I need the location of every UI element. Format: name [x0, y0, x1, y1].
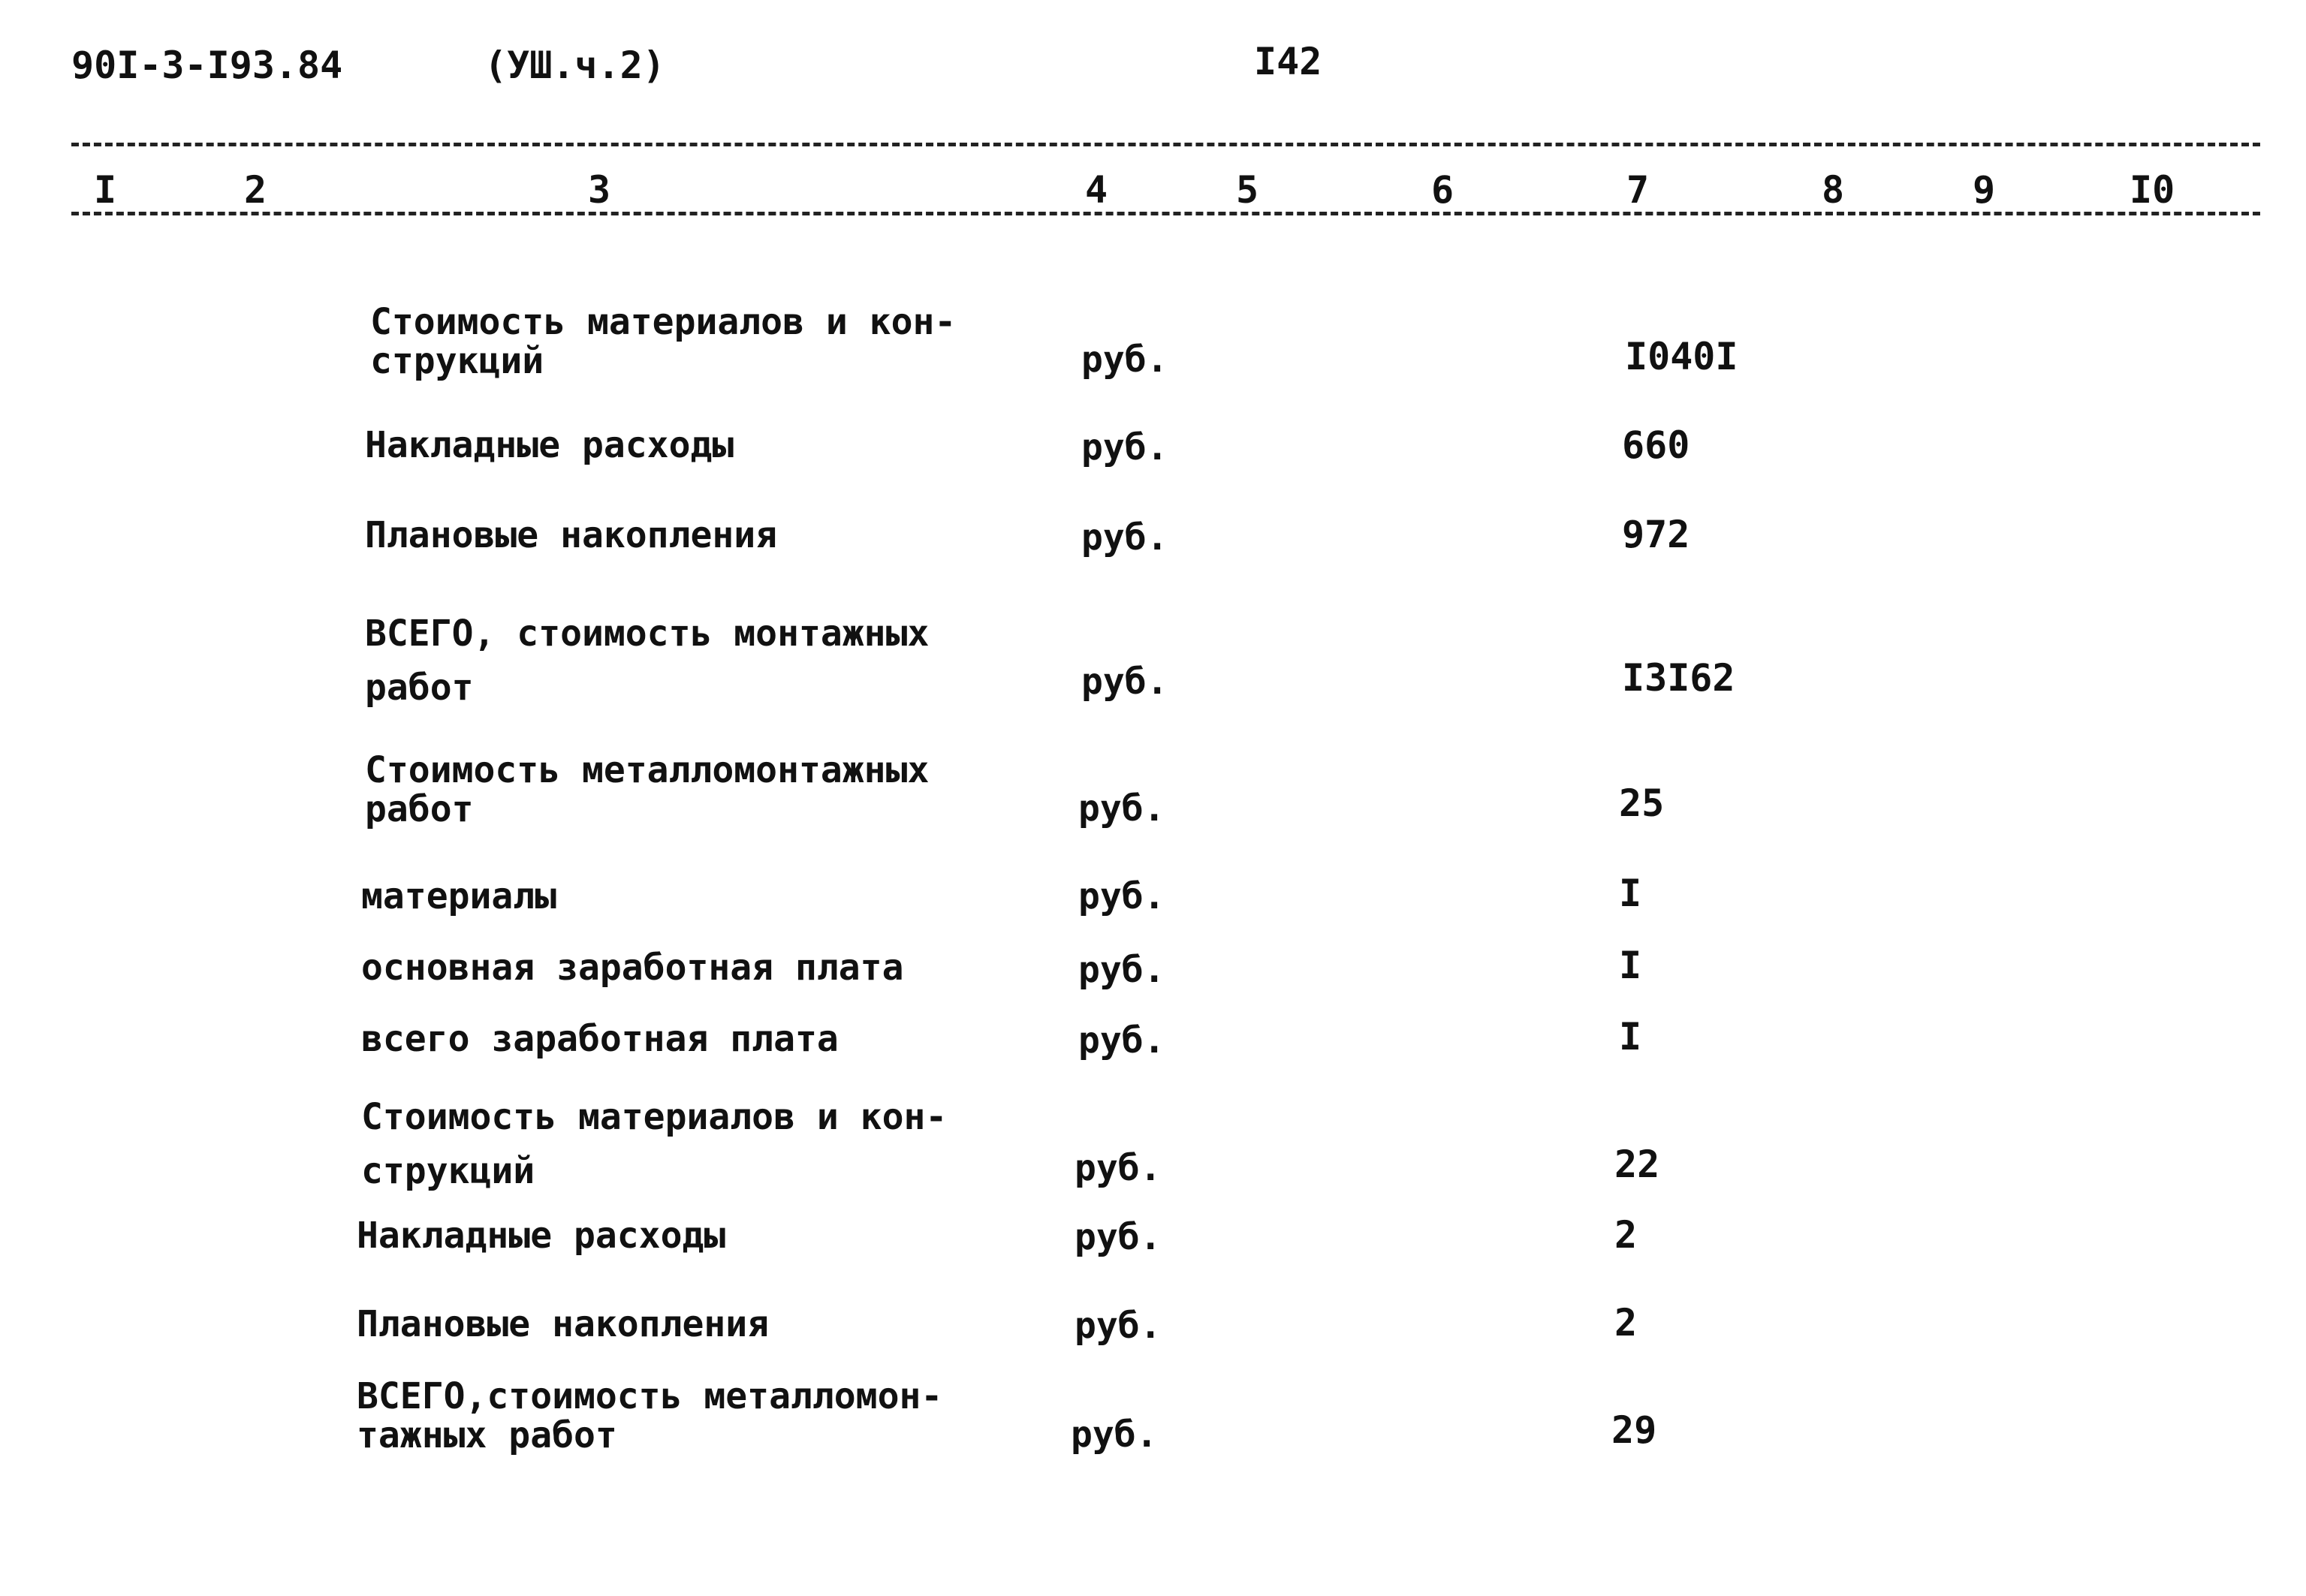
row-unit: руб. — [1081, 426, 1168, 468]
row-name: Стоимость материалов и кон- струкций — [370, 301, 957, 382]
row-name: Стоимость металломонтажных работ — [365, 749, 930, 830]
column-number-10: I0 — [2130, 168, 2175, 212]
row-unit: руб. — [1078, 949, 1165, 991]
row-value: I — [1619, 1015, 1642, 1058]
row-value: 2 — [1614, 1213, 1638, 1257]
row-name: всего заработная плата — [361, 1018, 839, 1060]
row-value: I3I62 — [1622, 656, 1735, 700]
column-number-9: 9 — [1973, 168, 1996, 212]
row-name: Плановые накопления — [365, 514, 778, 556]
row-name: ВСЕГО, стоимость монтажных работ — [365, 613, 930, 709]
row-value: I — [1619, 944, 1642, 987]
row-unit: руб. — [1071, 1414, 1158, 1456]
page-number: I42 — [1254, 40, 1322, 83]
row-value: I040I — [1625, 335, 1738, 378]
row-unit: руб. — [1078, 787, 1165, 830]
row-value: 29 — [1611, 1408, 1657, 1452]
column-number-3: 3 — [588, 168, 611, 212]
row-value: 22 — [1614, 1143, 1660, 1186]
top-dashed-rule — [71, 143, 2260, 146]
row-unit: руб. — [1078, 1019, 1165, 1061]
row-name: Стоимость материалов и кон- струкций — [361, 1096, 948, 1192]
row-unit: руб. — [1081, 661, 1168, 703]
row-unit: руб. — [1081, 516, 1168, 559]
row-unit: руб. — [1075, 1216, 1162, 1258]
column-number-6: 6 — [1431, 168, 1454, 212]
column-number-8: 8 — [1822, 168, 1845, 212]
row-unit: руб. — [1081, 339, 1168, 381]
row-name: ВСЕГО,стоимость металломон- тажных работ — [357, 1375, 943, 1456]
column-header-dashed-rule — [71, 212, 2260, 215]
column-number-2: 2 — [244, 168, 267, 212]
row-value: 25 — [1619, 781, 1665, 825]
row-value: I — [1619, 872, 1642, 915]
row-name: Накладные расходы — [365, 424, 734, 466]
column-number-1: I — [94, 168, 117, 212]
row-unit: руб. — [1075, 1305, 1162, 1347]
section-label: (УШ.ч.2) — [484, 44, 665, 87]
row-name: Плановые накопления — [357, 1303, 770, 1345]
document-code: 90I-3-I93.84 — [71, 44, 343, 87]
row-value: 2 — [1614, 1301, 1638, 1345]
column-number-7: 7 — [1626, 168, 1650, 212]
column-number-4: 4 — [1085, 168, 1108, 212]
row-unit: руб. — [1078, 875, 1165, 917]
row-unit: руб. — [1075, 1147, 1162, 1189]
row-name: материалы — [361, 875, 557, 917]
row-value: 972 — [1622, 513, 1690, 556]
row-name: Накладные расходы — [357, 1215, 726, 1257]
column-number-5: 5 — [1236, 168, 1259, 212]
row-name: основная заработная плата — [361, 947, 904, 989]
row-value: 660 — [1622, 423, 1690, 467]
